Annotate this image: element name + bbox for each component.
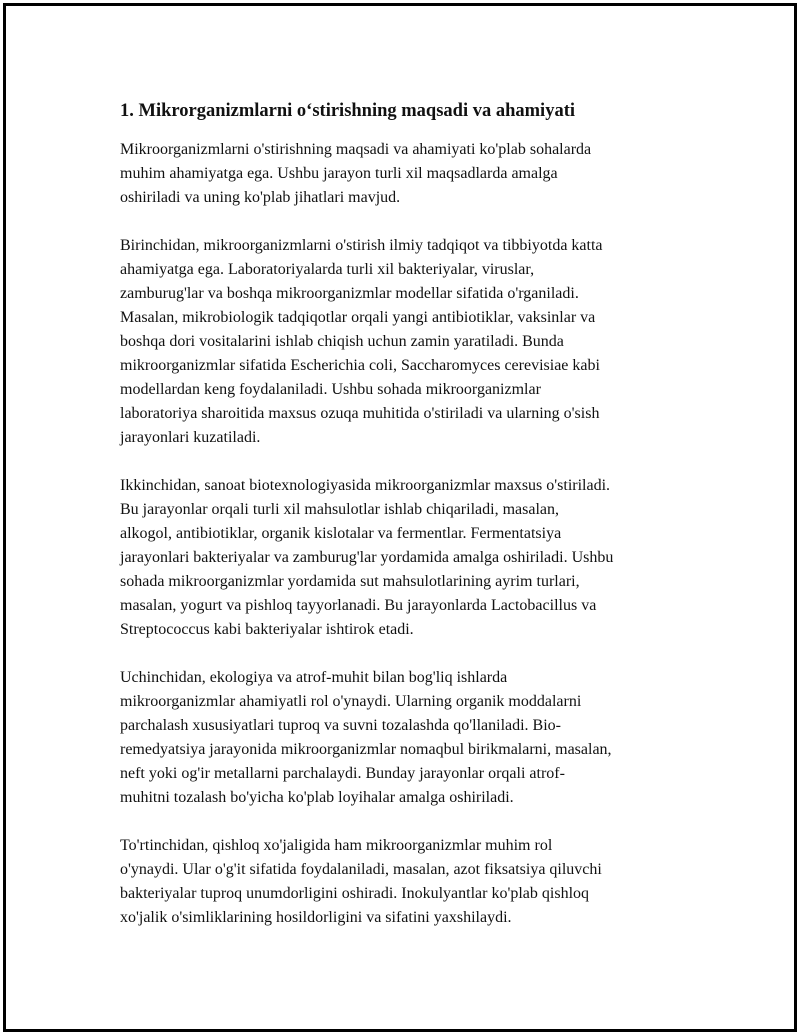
text-line: jarayonlari kuzatiladi.: [120, 429, 261, 446]
text-line: jarayonlari bakteriyalar va zamburug'lar yordamida amalga oshiriladi. Ushbu: [120, 549, 614, 566]
text-line: Bu jarayonlar orqali turli xil mahsulotlar ishlab chiqariladi, masalan,: [120, 501, 559, 518]
paragraph-third-point: [120, 666, 700, 810]
text-line: mikroorganizmlar sifatida Escherichia coli, Saccharomyces cerevisiae kabi: [120, 357, 600, 374]
text-line: neft yoki og'ir metallarni parchalaydi. Bunday jarayonlar orqali atrof-: [120, 765, 565, 782]
text-line: Mikroorganizmlarni o'stirishning maqsadi va ahamiyati ko'plab sohalarda: [120, 141, 592, 158]
paragraph-second-point: [120, 474, 700, 642]
text-line: Uchinchidan, ekologiya va atrof-muhit bilan bog'liq ishlarda: [120, 669, 508, 686]
text-line: Streptococcus kabi bakteriyalar ishtirok etadi.: [120, 621, 414, 638]
text-line: Ikkinchidan, sanoat biotexnologiyasida mikroorganizmlar maxsus o'stiriladi.: [120, 477, 611, 494]
text-line: ahamiyatga ega. Laboratoriyalarda turli xil bakteriyalar, viruslar,: [120, 261, 535, 278]
text-line: o'ynaydi. Ular o'g'it sifatida foydalaniladi, masalan, azot fiksatsiya qiluvchi: [120, 861, 602, 878]
document-title: 1. Mikrorganizmlarni o‘stirishning maqsadi va ahamiyati: [120, 101, 575, 121]
text-line: boshqa dori vositalarini ishlab chiqish uchun zamin yaratiladi. Bunda: [120, 333, 564, 350]
text-line: mikroorganizmlar ahamiyatli rol o'ynaydi. Ularning organik moddalarni: [120, 693, 582, 710]
text-line: Masalan, mikrobiologik tadqiqotlar orqali yangi antibiotiklar, vaksinlar va: [120, 309, 596, 326]
text-line: Birinchidan, mikroorganizmlarni o'stirish ilmiy tadqiqot va tibbiyotda katta: [120, 237, 603, 254]
text-line: masalan, yogurt va pishloq tayyorlanadi. Bu jarayonlarda Lactobacillus va: [120, 597, 597, 614]
page-frame: [3, 3, 797, 1032]
text-line: muhitni tozalash bo'yicha ko'plab loyihalar amalga oshiriladi.: [120, 789, 514, 806]
text-line: muhim ahamiyatga ega. Ushbu jarayon turli xil maqsadlarda amalga: [120, 165, 558, 182]
text-line: oshiriladi va uning ko'plab jihatlari mavjud.: [120, 189, 401, 206]
text-line: alkogol, antibiotiklar, organik kislotalar va fermentlar. Fermentatsiya: [120, 525, 562, 542]
text-line: zamburug'lar va boshqa mikroorganizmlar modellar sifatida o'rganiladi.: [120, 285, 579, 302]
paragraph-first-point: [120, 234, 700, 450]
paragraph-fourth-point: [120, 834, 700, 930]
text-line: laboratoriya sharoitida maxsus ozuqa muhitida o'stiriladi va ularning o'sish: [120, 405, 600, 422]
text-line: parchalash xususiyatlari tuproq va suvni tozalashda qo'llaniladi. Bio-: [120, 717, 561, 734]
text-line: sohada mikroorganizmlar yordamida sut mahsulotlarining ayrim turlari,: [120, 573, 580, 590]
text-line: modellardan keng foydalaniladi. Ushbu sohada mikroorganizmlar: [120, 381, 541, 398]
text-line: bakteriyalar tuproq unumdorligini oshiradi. Inokulyantlar ko'plab qishloq: [120, 885, 590, 902]
text-line: xo'jalik o'simliklarining hosildorligini va sifatini yaxshilaydi.: [120, 909, 512, 926]
document-body: [120, 99, 700, 954]
text-line: To'rtinchidan, qishloq xo'jaligida ham mikroorganizmlar muhim rol: [120, 837, 553, 854]
paragraph-intro: [120, 138, 700, 210]
text-line: remedyatsiya jarayonida mikroorganizmlar nomaqbul birikmalarni, masalan,: [120, 741, 612, 758]
